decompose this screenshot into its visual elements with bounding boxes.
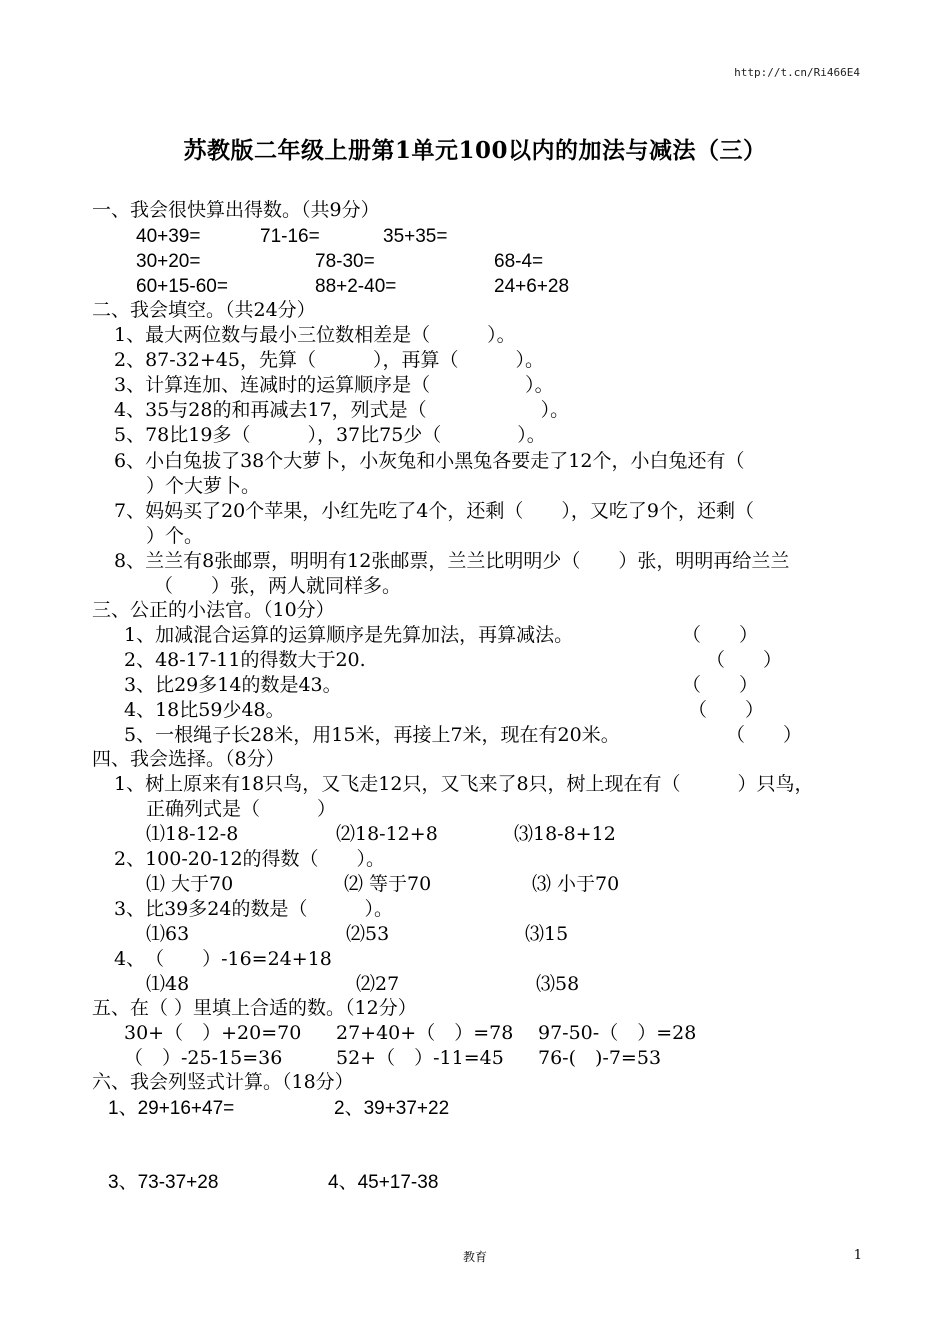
s1-problem: 40+39=	[136, 226, 201, 247]
s5-problem: 30+（ ）+20=70	[124, 1022, 302, 1044]
s4-question-cont: 正确列式是（ ）	[146, 798, 337, 820]
footer-text: 教育	[462, 1250, 487, 1264]
s3-statement: 2、48-17-11的得数大于20.	[124, 649, 366, 671]
s4-question: 3、比39多24的数是（ ）。	[114, 898, 393, 920]
s5-problem: 76-( )-7=53	[538, 1047, 662, 1069]
s3-statement: 5、一根绳子长28米，用15米，再接上7米，现在有20米。	[124, 724, 620, 746]
s1-problem: 24+6+28	[494, 276, 570, 297]
s5-problem: 27+40+（ ）=78	[336, 1022, 514, 1044]
judge-blank: （ ）	[726, 724, 803, 746]
s4-option: ⑴ 大于70	[146, 873, 234, 895]
judge-blank: （ ）	[682, 674, 759, 696]
s4-option: ⑵18-12+8	[336, 823, 438, 845]
s2-question: 2、87-32+45，先算（ ），再算（ ）。	[114, 349, 544, 371]
s5-problem: 97-50-（ ）=28	[538, 1022, 697, 1044]
s2-question: 1、最大两位数与最小三位数相差是（ ）。	[114, 324, 516, 346]
section-4-heading: 四、我会选择。（8分）	[92, 748, 285, 770]
s4-option: ⑴63	[146, 923, 190, 945]
s6-problem: 1、29+16+47=	[108, 1098, 235, 1119]
s5-problem: 52+（ ）-11=45	[336, 1047, 504, 1069]
s3-statement: 3、比29多14的数是43。	[124, 674, 342, 696]
page-number: 1	[853, 1248, 862, 1263]
s4-question: 4、 （ ）-16=24+18	[114, 948, 332, 970]
s4-option: ⑵27	[356, 973, 400, 995]
page-title: 苏教版二年级上册第1单元100以内的加法与减法（三）	[183, 137, 767, 164]
s6-problem: 3、73-37+28	[108, 1172, 219, 1193]
s5-problem: （ ）-25-15=36	[124, 1047, 283, 1069]
s4-option: ⑴18-12-8	[146, 823, 239, 845]
s4-question: 2、100-20-12的得数（ ）。	[114, 848, 386, 870]
s6-problem: 4、45+17-38	[328, 1172, 439, 1193]
s1-problem: 35+35=	[383, 226, 448, 247]
judge-blank: （ ）	[682, 624, 759, 646]
s1-problem: 30+20=	[136, 251, 201, 272]
s4-option: ⑶18-8+12	[514, 823, 616, 845]
s4-option: ⑶15	[525, 923, 569, 945]
s1-problem: 60+15-60=	[136, 276, 228, 297]
judge-blank: （ ）	[688, 699, 765, 721]
s1-problem: 88+2-40=	[315, 276, 397, 297]
s2-question: 7、妈妈买了20个苹果，小红先吃了4个，还剩（ ），又吃了9个，还剩（	[114, 500, 754, 522]
s3-statement: 4、18比59少48。	[124, 699, 285, 721]
s2-question-cont: ）个。	[146, 525, 204, 547]
judge-blank: （ ）	[706, 649, 783, 671]
s4-option: ⑵ 等于70	[344, 873, 432, 895]
s2-question-cont: ）个大萝卜。	[146, 475, 261, 497]
section-6-heading: 六、我会列竖式计算。（18分）	[92, 1071, 354, 1093]
s4-option: ⑶58	[536, 973, 580, 995]
section-2-heading: 二、我会填空。（共24分）	[92, 299, 316, 321]
s1-problem: 78-30=	[315, 251, 375, 272]
s2-question-cont: （ ）张，两人就同样多。	[154, 575, 402, 597]
s4-option: ⑵53	[346, 923, 390, 945]
s2-question: 6、小白兔拔了38个大萝卜，小灰兔和小黑兔各要走了12个，小白兔还有（	[114, 450, 745, 472]
s3-statement: 1、加减混合运算的运算顺序是先算加法，再算减法。	[124, 624, 574, 646]
s4-option: ⑴48	[146, 973, 190, 995]
s2-question: 5、78比19多（ ），37比75少（ ）。	[114, 424, 546, 446]
section-1-heading: 一、我会很快算出得数。（共9分）	[92, 199, 380, 221]
section-5-heading: 五、在（ ）里填上合适的数。（12分）	[92, 997, 417, 1019]
s2-question: 4、35与28的和再减去17，列式是（ ）。	[114, 399, 570, 421]
s1-problem: 68-4=	[494, 251, 544, 272]
s2-question: 8、兰兰有8张邮票，明明有12张邮票，兰兰比明明少（ ）张，明明再给兰兰	[114, 550, 790, 572]
s4-option: ⑶ 小于70	[532, 873, 620, 895]
s1-problem: 71-16=	[260, 226, 320, 247]
s2-question: 3、计算连加、连减时的运算顺序是（ ）。	[114, 374, 554, 396]
s4-question: 1、树上原来有18只鸟，又飞走12只，又飞来了8只，树上现在有（ ）只鸟，	[114, 773, 814, 795]
header-url: http://t.cn/Ri466E4	[734, 66, 860, 79]
s6-problem: 2、39+37+22	[334, 1098, 450, 1119]
section-3-heading: 三、公正的小法官。（10分）	[92, 599, 335, 621]
